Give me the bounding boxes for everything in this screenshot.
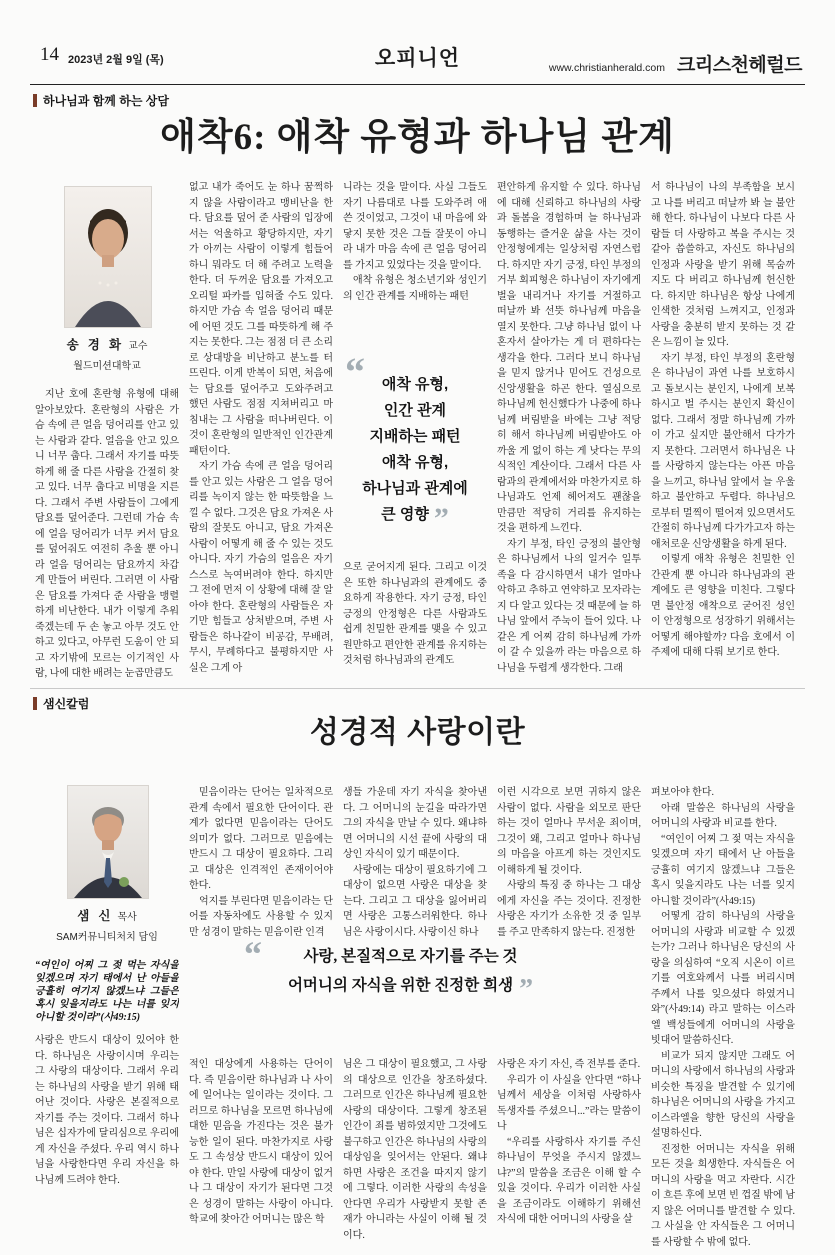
- article1-column-3-bottom: [343, 560, 487, 688]
- pullquote-line: 사랑, 본질적으로 자기를 주는 것: [303, 948, 518, 965]
- body-text: 지난 호에 혼란형 유형에 대해 알아보았다. 혼란형의 사람은 가슴 속에 큰 얼음 덩어리를 안고 있는 사람과 같다. 얼음을 안고 있으니 너무 춥다. 그래서 자기를 따뜻하게 해 줄 다른 사람을 간절히 찾고 있다. 너무 춥다고 비명을 지른다. 그래서 주변 사람들이 그에게 담요를 덮어준다. 그런데 가슴 속에 얼음 덩어리가 너무 커서 담요를 덮어줘도 여전히 추울 뿐 아니라 얼음 덩어리는 담요까지 차갑게 만들어 버린다. 그러면 이 사람은 담요를 가져다 준 사람을 맹렬하게 비난한다. 내가 이렇게 추워 죽겠는데 두 손 놓고 아무 것도 안 하고 있다고, 아무런 도움이 안 되고 자기밖에 모르는 이기적인 사람, 나에 대한 배려는 눈곱만큼도: [35, 389, 179, 679]
- author1-name: 송 경 화: [66, 338, 125, 352]
- header-right: [549, 50, 802, 77]
- article1-column-4: [497, 180, 641, 688]
- body-text: 펴보아야 한다.: [651, 787, 714, 798]
- article1-headline: 애착6: 애착 유형과 하나님 관계: [160, 117, 675, 158]
- body-text: 믿음이라는 단어는 일차적으로 관계 속에서 필요한 단어이다. 관계가 없다면 믿음이라는 단어도 의미가 없다. 그러므로 믿음에는 반드시 그 대상이 필요하다. 그리고 대상은 인격적인 존재이어야 한다.: [189, 787, 333, 891]
- body-text: 사랑은 반드시 대상이 있어야 한다. 하나님은 사랑이시며 우리는 그 사랑의 대상이다. 그래서 우리는 하나님의 사랑을 받기 위해 태어난 것이다. 사랑은 본질적으로 자기를 주는 것이다. 그래서 하나님은 십자가에 달리심으로 우리에게 자신을 주셨다. 우리 역시 하나님을 사랑한다면 우리 자신을 하나님께 드려야 한다.: [35, 1035, 179, 1186]
- open-quote-icon: “: [345, 349, 365, 394]
- body-text: 님은 그 대상이 필요했고, 그 사랑의 대상으로 인간을 창조하셨다. 그러므로 인간은 하나님께 필요한 사랑의 대상이다. 그렇게 창조된 인간이 죄를 범하였지만 그것에도 불구하고 인간은 하나님의 사랑의 대상임을 잊어서는 안된다. 왜냐하면 사랑은 조건을 따지지 않기에 그렇다. 이러한 사랑의 속성을 안다면 우리가 사랑받지 못할 존재가 아니라는 사실이 이해 될 것이다.: [343, 1059, 487, 1241]
- article2-column-5: [651, 785, 795, 1250]
- article1-column-3-top: [343, 180, 487, 356]
- article1-pullquote: [343, 349, 487, 556]
- body-text: 으로 굳어지게 된다. 그리고 이것은 또한 하나님과의 관계에도 중요하게 작용한다. 자기 긍정, 타인 긍정의 안정형은 다른 사람과도 쉽게 친밀한 관계를 맺을 수 있고 원만하고 편안한 관계를 유지하는 것처럼 하나님과의 관계도: [343, 562, 487, 666]
- body-text: 진정한 어머니는 자식을 위해 모든 것을 희생한다. 자식들은 어머니의 사랑을 먹고 자란다. 시간이 흐른 후에 보면 빈 껍질 밖에 남지 않은 어머니를 발견할 수 있다. 그 사실을 안 자식들은 그 어머니를 사랑할 수 밖에 없다.: [651, 1143, 795, 1248]
- body-text: 아래 말씀은 하나님의 사랑을 어머니의 사랑과 비교를 한다.: [651, 802, 795, 829]
- pullquote-line: 인간 관계: [383, 402, 447, 419]
- pullquote-line: 하나님과 관계에: [362, 480, 468, 497]
- man-portrait-icon: [67, 785, 149, 899]
- article2-pullquote: [238, 934, 583, 1023]
- article2-col1-text: [35, 1033, 179, 1188]
- body-text: 사랑의 특징 중 하나는 그 대상에게 자신을 주는 것이다. 진정한 사랑은 자기가 소유한 것 중 일부를 주고 만족하지 않는다. 진정한: [497, 880, 641, 937]
- article2-headline: 성경적 사랑이란: [309, 716, 526, 749]
- open-quote-icon: “: [244, 934, 262, 974]
- author1-caption: [35, 335, 179, 354]
- article2-column-3-top: [343, 785, 487, 950]
- body-text: 자기 부정, 타인 긍정의 불안형은 하나님께서 나의 일거수 일투족을 다 감시하면서 내가 얼마나 악하고 추하고 연약하고 모자라는지 다 알고 있다는 것 때문에 늘 하나님 앞에서 주눅이 들어 있다. 나 같은 게 어찌 감히 하나님께 가까이 갈 수 있을까 라는 마음으로 하나님을 두렵게 생각한다. 그래: [497, 538, 641, 674]
- article2-column-4-bottom: [497, 1057, 641, 1250]
- article1-kicker-label: 하나님과 함께 하는 상담: [43, 94, 169, 108]
- body-text: “우리를 사랑하사 자기를 주신 하나님이 무엇을 주시지 않겠느냐?”의 말씀을 조금은 이해 할 수 있을 것이다. 우리가 이러한 사실을 조금이라도 이해하기 위해선 자식에 대한 어머니의 사랑을 살: [497, 1136, 641, 1225]
- pullquote-line-text: 큰 영향: [381, 506, 429, 523]
- body-text: 우리가 이 사실을 안다면 “하나님께서 세상을 이처럼 사랑하사 독생자를 주셨으니...”라는 말씀이나: [497, 1074, 641, 1132]
- body-text: 이렇게 애착 유형은 친밀한 인간관계 뿐 아니라 하나님과의 관계에도 큰 영향을 미친다. 그렇다면 불안정 애착으로 굳어진 성인이 안정형으로 성장하기 위해서는 어떻게 해야할까? 다음 호에서 이 주제에 대해 다뤄 보기로 한다.: [651, 554, 795, 658]
- page-number: 14: [40, 44, 59, 65]
- issue-date: 2023년 2월 9일 (목): [68, 54, 164, 66]
- section-title: 오피니언: [374, 47, 461, 70]
- author1-affiliation: 월드미션대학교: [73, 361, 141, 372]
- article1-col1-text: [35, 387, 179, 682]
- body-text: 적인 대상에게 사용하는 단어이다. 즉 믿음이란 하나님과 나 사이에 일어나는 일이라는 것이다. 그러므로 하나님을 모르면 하나님에 대한 믿음을 가진다는 것은 불가능한 일이 된다. 마찬가지로 사랑도 그 속성상 반드시 대상이 있어야 한다. 만일 사랑에 대상이 없거나 그 대상이 자기가 된다면 그것은 성경이 말하는 사랑이 아니다. 학교에 찾아간 어머니는 많은 학: [189, 1059, 333, 1225]
- article2-kicker-label: 샘신칼럼: [43, 697, 90, 711]
- author2-affiliation: SAM커뮤니티처치 담임: [56, 932, 158, 943]
- pullquote-line-text: 어머니의 자식을 위한 진정한 희생: [287, 977, 514, 994]
- masthead-logo: 크리스천헤럴드: [677, 55, 802, 76]
- article2-column-2-top: [189, 785, 333, 950]
- body-text: 없고 내가 죽어도 눈 하나 꿈쩍하지 않을 사람이라고 맹비난을 한다. 담요를 덮어 준 사람의 입장에서는 억울하고 황당하지만, 자기가 아끼는 사람이 이렇게 힘들어하니 뭐라도 더 해 주려고 노력을 한다. 더 두꺼운 담요를 가져오고 오리털 파카를 입혀줄 수도 있다. 하지만 가슴 속 얼음 덩어리 때문에 어떤 것도 그를 따뜻하게 해 주지는 못한다. 그는 점점 더 큰 소리로 상대방을 비난하고 분노를 터뜨린다. 이게 반복이 되면, 처음에는 담요를 덮어주고 도와주려고 했던 사람도 점점 지쳐버리고 마침내는 그 사람을 떠나버린다. 이것이 혼란형의 일반적인 인간관계 패턴이다.: [189, 182, 333, 457]
- body-text: 생들 가운데 자기 자식을 찾아낸다. 그 어머니의 눈길을 따라가면 그의 자식을 만날 수 있다. 왜냐하면 어머니의 시선 끝에 사랑의 대상인 자식이 있기 때문이다.: [343, 787, 487, 860]
- body-text: 니라는 것을 말이다. 사실 그들도 자기 나름대로 나를 도와주려 애쓴 것이었고, 그것이 내 마음에 와닿지 못한 것은 그들 잘못이 아니라 내가 마음 속에 큰 얼음 덩어리를 가지고 있었다는 것을 말이다.: [343, 182, 487, 271]
- body-text: “여인이 어찌 그 젖 먹는 자식을 잊겠으며 자기 태에서 난 아들을 긍휼히 여기지 않겠느냐 그들은 혹시 잊을지라도 나는 너를 잊지 아니할 것이라”(사49:15): [651, 833, 795, 907]
- author2-caption: [35, 906, 179, 925]
- body-text: 사랑에는 대상이 필요하기에 그 대상이 없으면 사랑은 대상을 찾는다. 그리고 그 대상을 잃어버리면 사랑은 고통스러워한다. 하나님은 사랑이시다. 사랑이신 하나: [343, 864, 487, 938]
- author2-role: 목사: [117, 912, 137, 923]
- pullquote-line: [238, 971, 583, 1005]
- author2-name: 샘 신: [77, 909, 114, 923]
- body-text: 비교가 되지 않지만 그래도 어머니의 사랑에서 하나님의 사랑과 비슷한 특징을 발견할 수 있기에 하나님은 어머니의 사랑을 가지고 이스라엘을 향한 당신의 사랑을 설명하신다.: [651, 1050, 795, 1139]
- body-text: 사랑은 자기 자신, 즉 전부를 준다.: [497, 1059, 641, 1070]
- article2-pullquote-lines: [238, 942, 583, 1005]
- body-text: 편안하게 유지할 수 있다. 하나님에 대해 신뢰하고 하나님의 사랑과 돌봄을 경험하며 늘 하나님과 동행하는 즐거운 삶을 사는 것이 안정형에게는 일상처럼 자연스럽다. 하지만 자기 긍정, 타인 부정의 거부 회피형은 하나님이 자기에게 벌을 내리거나 자기를 거절하고 떠날까 봐 선뜻 하나님께 마음을 열지 못한다. 그냥 하나님 없이 나 혼자서 살아가는 게 더 편하다는 생각을 한다. 그러다 보니 하나님을 믿지 않거나 믿어도 건성으로 신앙생활을 하곤 한다. 열심으로 하나님께 헌신했다가 나중에 하나님께 버림받을 바에는 그냥 적당히 해서 하나님께 버림받아도 아까울 게 없이 하는 게 낫다는 무의식적인 계산이다. 그래서 다른 사람과의 관계에서와 마찬가지로 하나님과도 언제 헤어져도 괜찮을 만큼만 적당히 거리를 유지하는 것을 편하게 느낀다.: [497, 182, 641, 534]
- body-text: 서 하나님이 나의 부족함을 보시고 나를 버리고 떠날까 봐 늘 불안해 한다. 하나님이 나보다 다른 사람들 더 사랑하고 복을 주시는 것 같아 씁쓸하고, 자신도 하나님의 인정과 사랑을 받기 위해 목숨까지도 다 버리고 하나님께 헌신한다. 하지만 하나님은 항상 나에게 인색한 것처럼 느껴지고, 인정과 사랑을 충분히 받지 못하는 것 같은 느낌이 늘 있다.: [651, 182, 795, 348]
- article2-column-4-top: [497, 785, 641, 937]
- pullquote-line: [343, 502, 487, 535]
- article1-column-2: [189, 180, 333, 688]
- scripture-quote: “여인이 어찌 그 젖 먹는 자식을 잊겠으며 자기 태에서 난 아들을 긍휼히 여기지 않겠느냐 그들은 혹시 잊을지라도 나는 너를 잊지 아니할 것이라”(사49:15): [35, 960, 179, 1023]
- close-quote-icon: ”: [433, 502, 449, 535]
- article1-pullquote-lines: [343, 372, 487, 535]
- article1-column-1: [35, 180, 179, 688]
- body-text: 억지를 부린다면 믿음이라는 단어를 자동차에도 사용할 수 있지만 성경이 말하는 믿음이란 인격: [189, 895, 333, 938]
- body-text: 애착 유형은 청소년기와 성인기의 인간 관계를 지배하는 패턴: [343, 275, 487, 302]
- article1-column-5: [651, 180, 795, 688]
- woman-portrait-icon: [64, 186, 152, 328]
- body-text: 자기 가슴 속에 큰 얼음 덩어리를 안고 있는 사람은 그 얼음 덩어리를 녹이지 않는 한 따뜻함을 느낄 수 없다. 그것은 담요 가져온 사람의 잘못도 아니고, 담요 가져온 사람이 어떻게 해 줄 수 있는 것도 아니다. 자기 가슴의 얼음은 자기 스스로 녹여버려야 한다. 하지만 그 전에 먼저 이 상황에 대해 잘 알아야 한다. 혼란형의 사람들은 자기만 힘들고 상처받으며, 주변 사람들은 하나같이 비공감, 무배려, 무시, 무례하다고 불평하지만 사실은 그게 아: [189, 461, 333, 674]
- website-url[interactable]: www.christianherald.com: [548, 62, 666, 74]
- close-quote-icon: ”: [519, 974, 534, 1005]
- pullquote-line: 애착 유형,: [381, 454, 449, 471]
- body-text: 이런 시각으로 보면 귀하지 않은 사람이 없다. 사람을 외모로 판단하는 것이 얼마나 무서운 죄이며, 그것이 왜, 그리고 얼마나 하나님의 마음을 아프게 하는 것인지도 이해하게 될 것이다.: [497, 787, 641, 876]
- header-rule: [30, 84, 805, 85]
- pullquote-line: 애착 유형,: [381, 376, 449, 393]
- article2-column-1: [35, 785, 179, 1250]
- article-divider: [30, 688, 805, 689]
- article2-column-2-bottom: [189, 1057, 333, 1250]
- author1-photo: [64, 186, 150, 328]
- body-text: 어떻게 감히 하나님의 사랑을 어머니의 사랑과 비교할 수 있겠는가? 그러나 하나님은 당신의 사랑을 의심하여 “오직 시온이 이르기를 여호와께서 나를 버리시며 주께서 나를 잊으셨다 하였거니와”(사49:14) 라고 말하는 이스라엘 백성들에게 어머니의 사랑을 빗대어 말씀하신다.: [651, 911, 795, 1046]
- author1-role: 교수: [128, 341, 148, 352]
- article2-column-3-bottom: [343, 1057, 487, 1250]
- pullquote-line: 지배하는 패턴: [369, 428, 461, 445]
- body-text: 자기 부정, 타인 부정의 혼란형은 하나님이 과연 나를 보호하시고 돌보시는 분인지, 나에게 보복하시고 벌 주시는 분인지 확신이 없다. 그래서 정말 하나님께 가까이 가고 싶지만 불안해서 다가가지 못한다. 그러면서 하나님은 나를 사랑하지 않는다는 아픈 마음을 느끼고, 하나님 앞에서 늘 우울하고 불안하고 두렵다. 하나님으로부터 멀찍이 떨어져 있으면서도 간절히 하나님께 다가가고자 하는 애처로운 신앙생활을 하게 된다.: [651, 352, 795, 550]
- author2-photo: [67, 785, 147, 899]
